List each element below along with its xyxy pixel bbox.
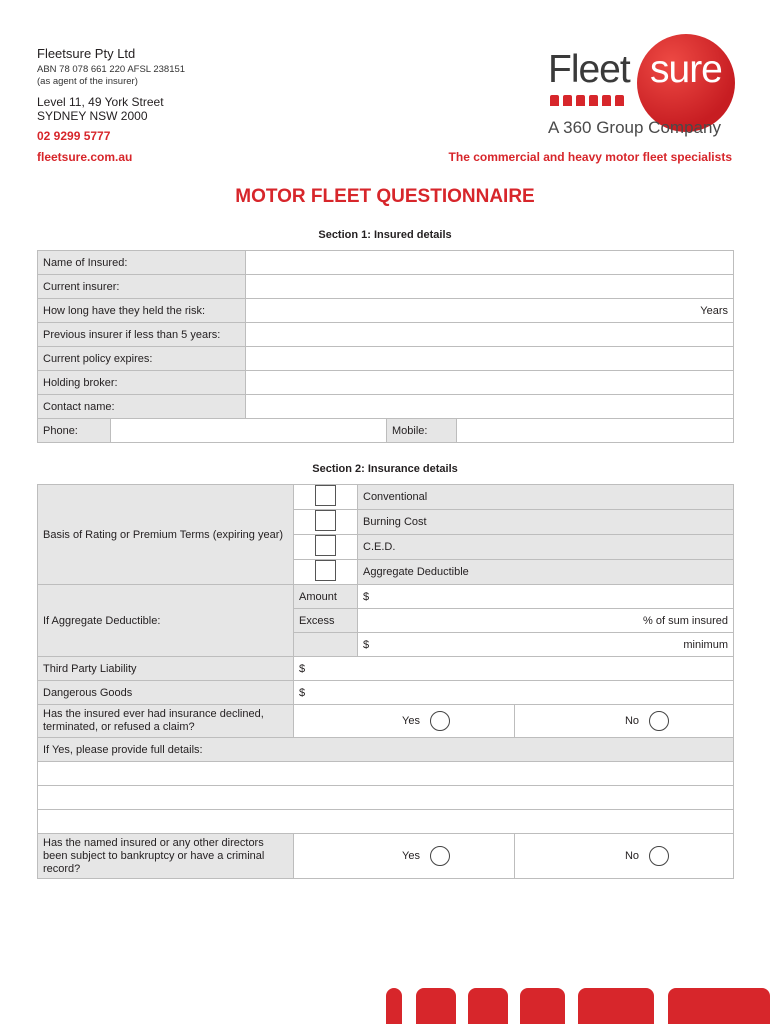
option-burning-cost: Burning Cost — [358, 510, 734, 535]
row-current-insurer — [38, 275, 734, 299]
section1-table — [37, 250, 734, 443]
tagline: The commercial and heavy motor fleet specialists — [448, 150, 732, 164]
label-bankruptcy-question: Has the named insured or any other directors been subject to bankruptcy or have a criminal record? — [38, 834, 294, 879]
label-excess: Excess — [294, 609, 358, 633]
details-line-2[interactable] — [38, 786, 734, 810]
row-details-1 — [38, 762, 734, 786]
row-declined-question — [38, 705, 734, 738]
agent-line: (as agent of the insurer) — [37, 76, 138, 87]
radio-no-q2[interactable] — [649, 846, 669, 866]
company-website[interactable]: fleetsure.com.au — [37, 150, 133, 164]
basis-row-1 — [38, 485, 734, 510]
input-holding-broker[interactable] — [246, 371, 734, 395]
label-name-of-insured: Name of Insured: — [38, 251, 246, 275]
minimum-label: minimum — [683, 638, 728, 651]
label-phone: Phone: — [38, 419, 111, 443]
no-label: No — [624, 849, 639, 862]
checkbox-cell-conventional — [294, 485, 358, 510]
label-amount: Amount — [294, 585, 358, 609]
label-current-insurer: Current insurer: — [38, 275, 246, 299]
abn-line: ABN 78 078 661 220 AFSL 238151 — [37, 64, 186, 75]
row-previous-insurer — [38, 323, 734, 347]
address-line-2: SYDNEY NSW 2000 — [37, 109, 148, 123]
checkbox-cell-aggregate — [294, 560, 358, 585]
section2-heading: Section 2: Insurance details — [312, 463, 458, 475]
label-declined-question: Has the insured ever had insurance declined, terminated, or refused a claim? — [38, 705, 294, 738]
input-contact-name[interactable] — [246, 395, 734, 419]
row-third-party-liability — [38, 657, 734, 681]
row-bankruptcy-question — [38, 834, 734, 879]
years-suffix: Years — [700, 304, 729, 317]
dollar-sign: $ — [299, 662, 306, 675]
row-dangerous-goods — [38, 681, 734, 705]
label-mobile: Mobile: — [387, 419, 457, 443]
radio-yes-q1[interactable] — [430, 711, 450, 731]
footer-block-4 — [520, 988, 565, 1024]
pct-sum-insured: % of sum insured — [643, 614, 728, 627]
input-name-of-insured[interactable] — [246, 251, 734, 275]
label-policy-expires: Current policy expires: — [38, 347, 246, 371]
row-risk-held — [38, 299, 734, 323]
dollar-sign: $ — [299, 686, 306, 699]
option-aggregate-deductible: Aggregate Deductible — [358, 560, 734, 585]
group-company: A 360 Group Company — [548, 118, 721, 137]
checkbox-aggregate-deductible[interactable] — [315, 560, 336, 581]
row-contact-name — [38, 395, 734, 419]
yes-cell-q2 — [294, 834, 515, 879]
footer-block-6 — [668, 988, 770, 1024]
label-holding-broker: Holding broker: — [38, 371, 246, 395]
footer-block-3 — [468, 988, 508, 1024]
label-dangerous-goods: Dangerous Goods — [38, 681, 294, 705]
aggregate-row-amount — [38, 585, 734, 609]
label-risk-held: How long have they held the risk: — [38, 299, 246, 323]
address-line-1: Level 11, 49 York Street — [37, 95, 164, 109]
label-basis-of-rating: Basis of Rating or Premium Terms (expiring year) — [38, 485, 294, 585]
input-previous-insurer[interactable] — [246, 323, 734, 347]
checkbox-cell-ced — [294, 535, 358, 560]
row-name-of-insured — [38, 251, 734, 275]
footer-block-2 — [416, 988, 456, 1024]
footer-decoration — [0, 988, 770, 1024]
input-mobile[interactable] — [457, 419, 734, 443]
yes-label: Yes — [402, 849, 420, 862]
row-holding-broker — [38, 371, 734, 395]
yes-cell-q1 — [294, 705, 515, 738]
checkbox-conventional[interactable] — [315, 485, 336, 506]
input-risk-held[interactable] — [246, 299, 734, 323]
blank-cell — [294, 633, 358, 657]
details-line-1[interactable] — [38, 762, 734, 786]
section1-heading: Section 1: Insured details — [318, 229, 452, 241]
page-title: MOTOR FLEET QUESTIONNAIRE — [235, 186, 535, 207]
label-details: If Yes, please provide full details: — [38, 738, 734, 762]
details-line-3[interactable] — [38, 810, 734, 834]
radio-no-q1[interactable] — [649, 711, 669, 731]
section2-table — [37, 484, 734, 879]
row-details-3 — [38, 810, 734, 834]
logo-sure-text: sure — [650, 48, 722, 91]
dollar-sign: $ — [363, 638, 370, 651]
row-policy-expires — [38, 347, 734, 371]
input-excess-percent[interactable] — [358, 609, 734, 633]
checkbox-burning-cost[interactable] — [315, 510, 336, 531]
logo-bars — [550, 95, 624, 106]
company-phone: 02 9299 5777 — [37, 129, 111, 143]
option-conventional: Conventional — [358, 485, 734, 510]
no-cell-q2 — [515, 834, 734, 879]
input-current-insurer[interactable] — [246, 275, 734, 299]
footer-block-1 — [386, 988, 402, 1024]
row-details-2 — [38, 786, 734, 810]
checkbox-ced[interactable] — [315, 535, 336, 556]
no-label: No — [624, 714, 639, 727]
label-aggregate-deductible: If Aggregate Deductible: — [38, 585, 294, 657]
option-ced: C.E.D. — [358, 535, 734, 560]
input-excess-minimum[interactable] — [358, 633, 734, 657]
input-dangerous-goods[interactable] — [294, 681, 734, 705]
checkbox-cell-burning-cost — [294, 510, 358, 535]
dollar-sign: $ — [363, 590, 370, 603]
input-policy-expires[interactable] — [246, 347, 734, 371]
company-name: Fleetsure Pty Ltd — [37, 46, 136, 61]
no-cell-q1 — [515, 705, 734, 738]
input-third-party-liability[interactable] — [294, 657, 734, 681]
row-details-label — [38, 738, 734, 762]
logo-fleet-text: Fleet — [548, 48, 630, 91]
abn-info — [37, 64, 185, 88]
input-phone[interactable] — [111, 419, 387, 443]
label-contact-name: Contact name: — [38, 395, 246, 419]
label-previous-insurer: Previous insurer if less than 5 years: — [38, 323, 246, 347]
footer-block-5 — [578, 988, 654, 1024]
label-third-party-liability: Third Party Liability — [38, 657, 294, 681]
yes-label: Yes — [402, 714, 420, 727]
address — [37, 95, 164, 123]
row-phone — [38, 419, 734, 443]
radio-yes-q2[interactable] — [430, 846, 450, 866]
input-amount[interactable] — [358, 585, 734, 609]
